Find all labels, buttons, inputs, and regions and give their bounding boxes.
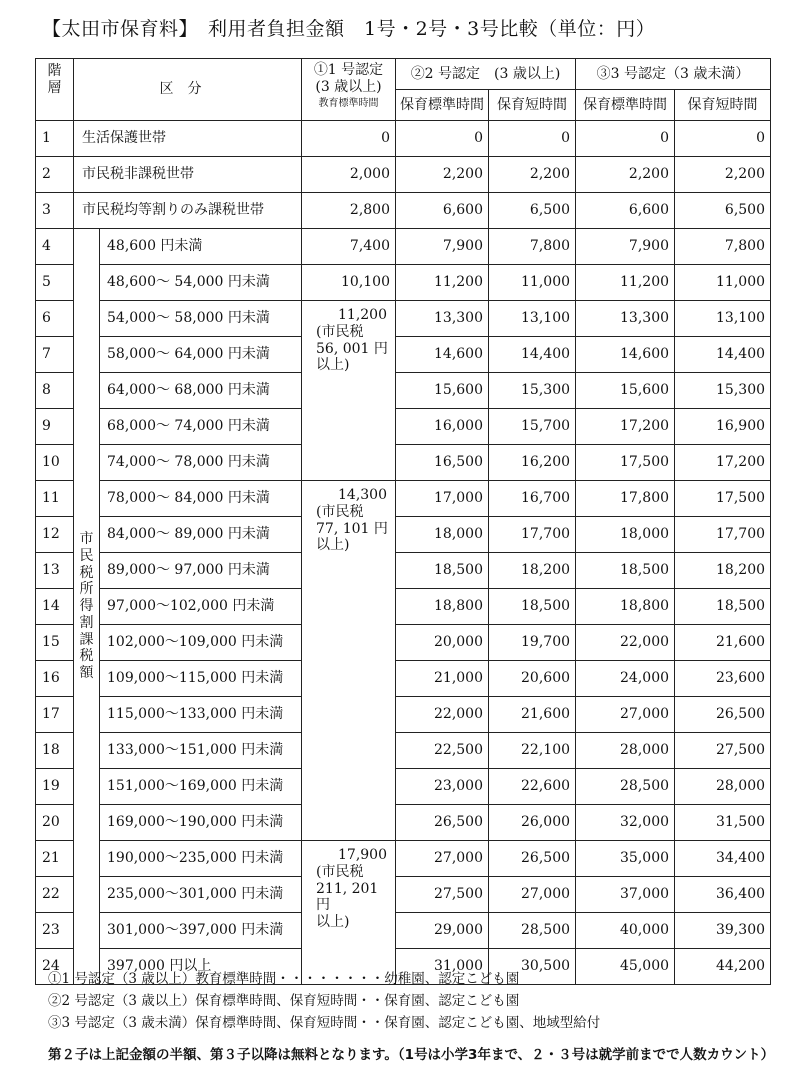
row-income-range: 64,000～ 68,000 円未満 xyxy=(100,373,302,409)
row-income-range: 235,000～301,000 円未満 xyxy=(100,877,302,913)
type2-short-fee: 7,800 xyxy=(489,229,576,265)
type3-short-fee: 18,200 xyxy=(675,553,771,589)
table-row xyxy=(36,733,771,769)
type3-short-fee: 14,400 xyxy=(675,337,771,373)
type2-short-fee: 21,600 xyxy=(489,697,576,733)
type2-short-fee: 30,500 xyxy=(489,949,576,985)
type3-standard-fee: 28,500 xyxy=(576,769,675,805)
row-level: 1 xyxy=(36,121,74,157)
row-income-range: 169,000～190,000 円未満 xyxy=(100,805,302,841)
type3-short-fee: 17,500 xyxy=(675,481,771,517)
type3-standard-fee: 17,800 xyxy=(576,481,675,517)
type3-short-fee: 16,900 xyxy=(675,409,771,445)
table-row xyxy=(36,337,771,373)
type3-standard-fee: 18,800 xyxy=(576,589,675,625)
type3-short-fee: 31,500 xyxy=(675,805,771,841)
type2-standard-fee: 27,500 xyxy=(396,877,489,913)
type2-short-fee: 18,500 xyxy=(489,589,576,625)
type2-short-fee: 20,600 xyxy=(489,661,576,697)
type3-short-fee: 0 xyxy=(675,121,771,157)
type2-standard-fee: 16,500 xyxy=(396,445,489,481)
notes xyxy=(48,968,600,1034)
type2-short-fee: 15,300 xyxy=(489,373,576,409)
header-type3: ③3 号認定（3 歳未満） xyxy=(576,59,771,90)
row-income-range: 84,000～ 89,000 円未満 xyxy=(100,517,302,553)
row-income-range: 190,000～235,000 円未満 xyxy=(100,841,302,877)
table-row xyxy=(36,193,771,229)
type2-standard-fee: 17,000 xyxy=(396,481,489,517)
header-category: 区分 xyxy=(74,59,302,121)
row-level: 22 xyxy=(36,877,74,913)
type2-standard-fee: 15,600 xyxy=(396,373,489,409)
table-row xyxy=(36,265,771,301)
type3-standard-fee: 45,000 xyxy=(576,949,675,985)
type2-standard-fee: 2,200 xyxy=(396,157,489,193)
type1-fee: 0 xyxy=(302,121,396,157)
type3-standard-fee: 6,600 xyxy=(576,193,675,229)
type2-standard-fee: 23,000 xyxy=(396,769,489,805)
row-level: 21 xyxy=(36,841,74,877)
table-row xyxy=(36,481,771,517)
type2-short-fee: 22,100 xyxy=(489,733,576,769)
type1-fee: 2,000 xyxy=(302,157,396,193)
table-row xyxy=(36,913,771,949)
type3-standard-fee: 0 xyxy=(576,121,675,157)
row-level: 14 xyxy=(36,589,74,625)
row-income-range: 74,000～ 78,000 円未満 xyxy=(100,445,302,481)
type1-fee-merged: 11,200 (市民税 56, 001 円 以上) xyxy=(302,301,396,481)
type2-short-fee: 26,500 xyxy=(489,841,576,877)
type2-standard-fee: 20,000 xyxy=(396,625,489,661)
table-row xyxy=(36,373,771,409)
type3-short-fee: 17,200 xyxy=(675,445,771,481)
table-row xyxy=(36,301,771,337)
sibling-discount-note: 第２子は上記金額の半額、第３子以降は無料となります。（1号は小学3年まで、２・３号は就学前までで人数カウント） xyxy=(48,1047,775,1063)
row-level: 20 xyxy=(36,805,74,841)
type2-short-fee: 22,600 xyxy=(489,769,576,805)
table-row xyxy=(36,625,771,661)
type2-standard-fee: 11,200 xyxy=(396,265,489,301)
table-row xyxy=(36,589,771,625)
header-type3-standard: 保育標準時間 xyxy=(576,90,675,121)
type3-short-fee: 26,500 xyxy=(675,697,771,733)
type3-short-fee: 7,800 xyxy=(675,229,771,265)
type3-short-fee: 44,200 xyxy=(675,949,771,985)
row-income-range: 109,000～115,000 円未満 xyxy=(100,661,302,697)
type1-fee-merged: 17,900 (市民税 211, 201 円 以上) xyxy=(302,841,396,985)
type3-short-fee: 17,700 xyxy=(675,517,771,553)
row-level: 2 xyxy=(36,157,74,193)
type2-standard-fee: 22,500 xyxy=(396,733,489,769)
type1-fee-merged: 14,300 (市民税 77, 101 円 以上) xyxy=(302,481,396,841)
type3-short-fee: 36,400 xyxy=(675,877,771,913)
type2-short-fee: 16,200 xyxy=(489,445,576,481)
row-income-range: 115,000～133,000 円未満 xyxy=(100,697,302,733)
type3-standard-fee: 22,000 xyxy=(576,625,675,661)
row-level: 18 xyxy=(36,733,74,769)
type3-standard-fee: 11,200 xyxy=(576,265,675,301)
row-category: 市民税非課税世帯 xyxy=(74,157,302,193)
row-level: 9 xyxy=(36,409,74,445)
type3-standard-fee: 37,000 xyxy=(576,877,675,913)
row-income-range: 54,000～ 58,000 円未満 xyxy=(100,301,302,337)
row-level: 19 xyxy=(36,769,74,805)
type3-standard-fee: 24,000 xyxy=(576,661,675,697)
type2-standard-fee: 29,000 xyxy=(396,913,489,949)
type3-short-fee: 39,300 xyxy=(675,913,771,949)
type2-short-fee: 26,000 xyxy=(489,805,576,841)
type1-fee: 10,100 xyxy=(302,265,396,301)
table-row xyxy=(36,229,771,265)
fee-table xyxy=(35,58,771,985)
row-income-range: 97,000～102,000 円未満 xyxy=(100,589,302,625)
row-income-range: 397,000 円以上 xyxy=(100,949,302,985)
table-row xyxy=(36,517,771,553)
table-row xyxy=(36,157,771,193)
type3-short-fee: 15,300 xyxy=(675,373,771,409)
row-income-range: 78,000～ 84,000 円未満 xyxy=(100,481,302,517)
row-income-range: 301,000～397,000 円未満 xyxy=(100,913,302,949)
type1-fee: 7,400 xyxy=(302,229,396,265)
table-row xyxy=(36,409,771,445)
type2-short-fee: 0 xyxy=(489,121,576,157)
type2-short-fee: 2,200 xyxy=(489,157,576,193)
type3-standard-fee: 28,000 xyxy=(576,733,675,769)
row-income-range: 133,000～151,000 円未満 xyxy=(100,733,302,769)
type2-standard-fee: 26,500 xyxy=(396,805,489,841)
type3-short-fee: 6,500 xyxy=(675,193,771,229)
type2-standard-fee: 18,000 xyxy=(396,517,489,553)
type2-short-fee: 13,100 xyxy=(489,301,576,337)
type2-short-fee: 16,700 xyxy=(489,481,576,517)
note-type3: ③3 号認定（3 歳未満）保育標準時間、保育短時間・・保育園、認定こども園、地域型給付 xyxy=(48,1015,601,1031)
type3-standard-fee: 35,000 xyxy=(576,841,675,877)
type3-standard-fee: 17,200 xyxy=(576,409,675,445)
row-level: 12 xyxy=(36,517,74,553)
row-level: 15 xyxy=(36,625,74,661)
table-row xyxy=(36,841,771,877)
header-type2-short: 保育短時間 xyxy=(489,90,576,121)
type3-short-fee: 18,500 xyxy=(675,589,771,625)
type3-standard-fee: 27,000 xyxy=(576,697,675,733)
type2-short-fee: 15,700 xyxy=(489,409,576,445)
type3-short-fee: 27,500 xyxy=(675,733,771,769)
type2-short-fee: 14,400 xyxy=(489,337,576,373)
type3-standard-fee: 32,000 xyxy=(576,805,675,841)
row-income-range: 151,000～169,000 円未満 xyxy=(100,769,302,805)
type2-short-fee: 6,500 xyxy=(489,193,576,229)
type2-standard-fee: 16,000 xyxy=(396,409,489,445)
type3-standard-fee: 40,000 xyxy=(576,913,675,949)
row-level: 23 xyxy=(36,913,74,949)
type3-short-fee: 2,200 xyxy=(675,157,771,193)
row-level: 24 xyxy=(36,949,74,985)
type2-short-fee: 28,500 xyxy=(489,913,576,949)
tax-amount-label: 市 民 税 所 得 割 課 税 額 xyxy=(74,229,100,985)
type3-short-fee: 21,600 xyxy=(675,625,771,661)
type3-standard-fee: 15,600 xyxy=(576,373,675,409)
table-row xyxy=(36,697,771,733)
type2-standard-fee: 7,900 xyxy=(396,229,489,265)
type3-standard-fee: 13,300 xyxy=(576,301,675,337)
type2-standard-fee: 6,600 xyxy=(396,193,489,229)
type3-standard-fee: 18,500 xyxy=(576,553,675,589)
header-level: 階 層 xyxy=(36,59,74,121)
type2-standard-fee: 13,300 xyxy=(396,301,489,337)
row-level: 7 xyxy=(36,337,74,373)
type2-standard-fee: 27,000 xyxy=(396,841,489,877)
type2-standard-fee: 31,000 xyxy=(396,949,489,985)
row-level: 8 xyxy=(36,373,74,409)
type2-short-fee: 27,000 xyxy=(489,877,576,913)
row-level: 11 xyxy=(36,481,74,517)
row-income-range: 58,000～ 64,000 円未満 xyxy=(100,337,302,373)
row-income-range: 68,000～ 74,000 円未満 xyxy=(100,409,302,445)
row-level: 13 xyxy=(36,553,74,589)
type2-standard-fee: 18,800 xyxy=(396,589,489,625)
row-level: 5 xyxy=(36,265,74,301)
type2-standard-fee: 18,500 xyxy=(396,553,489,589)
type2-standard-fee: 22,000 xyxy=(396,697,489,733)
row-category: 生活保護世帯 xyxy=(74,121,302,157)
table-row xyxy=(36,445,771,481)
type3-short-fee: 11,000 xyxy=(675,265,771,301)
page-title: 【太田市保育料】 利用者負担金額 1号・2号・3号比較（単位：円） xyxy=(42,18,656,40)
type3-standard-fee: 17,500 xyxy=(576,445,675,481)
row-level: 4 xyxy=(36,229,74,265)
type3-standard-fee: 7,900 xyxy=(576,229,675,265)
type3-standard-fee: 2,200 xyxy=(576,157,675,193)
table-row xyxy=(36,121,771,157)
header-type1: ①1 号認定 (3 歳以上) 教育標準時間 xyxy=(302,59,396,121)
type1-fee: 2,800 xyxy=(302,193,396,229)
row-income-range: 48,600～ 54,000 円未満 xyxy=(100,265,302,301)
type3-standard-fee: 18,000 xyxy=(576,517,675,553)
header-type2: ②2 号認定 (3 歳以上) xyxy=(396,59,576,90)
type3-short-fee: 23,600 xyxy=(675,661,771,697)
header-type2-standard: 保育標準時間 xyxy=(396,90,489,121)
type2-standard-fee: 0 xyxy=(396,121,489,157)
row-income-range: 48,600 円未満 xyxy=(100,229,302,265)
type3-short-fee: 34,400 xyxy=(675,841,771,877)
note-type1: ①1 号認定（3 歳以上）教育標準時間・・・・・・・・幼稚園、認定こども園 xyxy=(48,971,520,987)
type3-short-fee: 28,000 xyxy=(675,769,771,805)
type3-standard-fee: 14,600 xyxy=(576,337,675,373)
type2-standard-fee: 21,000 xyxy=(396,661,489,697)
type2-short-fee: 17,700 xyxy=(489,517,576,553)
row-income-range: 89,000～ 97,000 円未満 xyxy=(100,553,302,589)
table-row xyxy=(36,877,771,913)
table-row xyxy=(36,553,771,589)
row-level: 17 xyxy=(36,697,74,733)
header-type3-short: 保育短時間 xyxy=(675,90,771,121)
row-level: 3 xyxy=(36,193,74,229)
type2-short-fee: 11,000 xyxy=(489,265,576,301)
row-income-range: 102,000～109,000 円未満 xyxy=(100,625,302,661)
table-row xyxy=(36,661,771,697)
table-row xyxy=(36,769,771,805)
row-level: 10 xyxy=(36,445,74,481)
type2-short-fee: 18,200 xyxy=(489,553,576,589)
row-level: 16 xyxy=(36,661,74,697)
row-category: 市民税均等割りのみ課税世帯 xyxy=(74,193,302,229)
note-type2: ②2 号認定（3 歳以上）保育標準時間、保育短時間・・保育園、認定こども園 xyxy=(48,993,520,1009)
type2-standard-fee: 14,600 xyxy=(396,337,489,373)
table-row xyxy=(36,805,771,841)
row-level: 6 xyxy=(36,301,74,337)
type2-short-fee: 19,700 xyxy=(489,625,576,661)
type3-short-fee: 13,100 xyxy=(675,301,771,337)
